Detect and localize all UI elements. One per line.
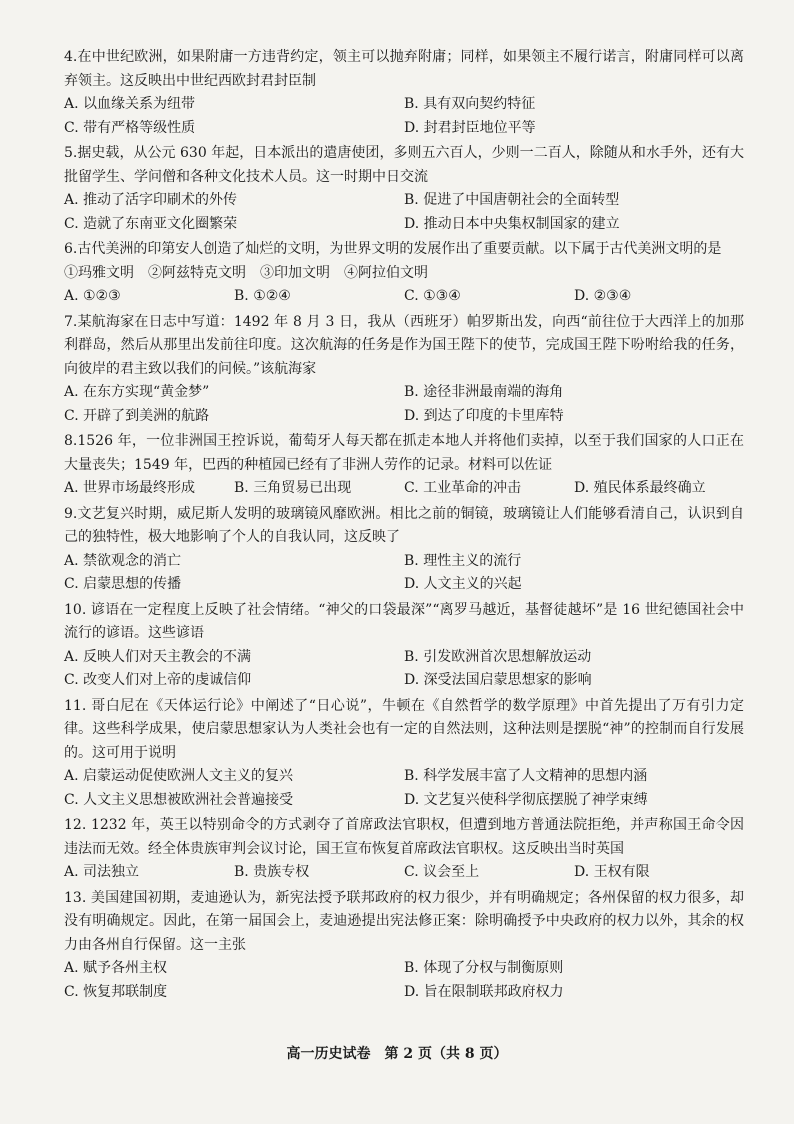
option-c: C. 改变人们对上帝的虔诚信仰 xyxy=(64,672,252,688)
option-b: B. 途径非洲最南端的海角 xyxy=(404,384,564,400)
question-block xyxy=(64,599,744,693)
option-group xyxy=(64,477,744,501)
question-stem: 9.文艺复兴时期，威尼斯人发明的玻璃镜风靡欧洲。相比之前的铜镜，玻璃镜让人们能够看清自己，认识到自己的独特性，极大地影响了个人的自我认同，这反映了 xyxy=(64,505,744,545)
option-group xyxy=(64,285,744,309)
option-d: D. 人文主义的兴起 xyxy=(404,576,522,592)
option-b: B. 理性主义的流行 xyxy=(404,552,522,569)
question-items: ①玛雅文明 ②阿兹特克文明 ③印加文明 ④阿拉伯文明 xyxy=(64,264,428,281)
option-group xyxy=(64,861,744,885)
question-block xyxy=(64,46,744,140)
option-a: A. 推动了活字印刷术的外传 xyxy=(64,192,238,208)
option-b: B. 科学发展丰富了人文精神的思想内涵 xyxy=(404,768,648,784)
option-a: A. 赋予各州主权 xyxy=(64,960,168,976)
option-d: D. 王权有限 xyxy=(574,864,650,880)
option-group xyxy=(64,93,744,140)
option-d: D. 殖民体系最终确立 xyxy=(574,480,706,496)
option-c: C. 启蒙思想的传播 xyxy=(64,576,182,592)
question-block xyxy=(64,311,744,429)
option-c: C. 恢复邦联制度 xyxy=(64,983,168,1000)
option-group xyxy=(64,189,744,236)
question-block xyxy=(64,238,744,309)
option-d: D. 深受法国启蒙思想家的影响 xyxy=(404,672,592,688)
question-block xyxy=(64,430,744,501)
option-d: D. 文艺复兴使科学彻底摆脱了神学束缚 xyxy=(404,791,648,808)
question-list xyxy=(64,46,744,1006)
question-stem: 7.某航海家在日志中写道：1492 年 8 月 3 日，我从（西班牙）帕罗斯出发，向西“前往位于大西洋上的加那利群岛，然后从那里出发前往印度。这次航海的任务是作为国王陛下的使节，完成国王陛下吩咐给我的任务，向彼岸的君主致以我们的问候。”该航海家 xyxy=(64,313,744,377)
question-stem: 10. 谚语在一定程度上反映了社会情绪。“神父的口袋最深”“离罗马越近，基督徒越坏”是 16 世纪德国社会中流行的谚语。这些谚语 xyxy=(64,601,744,641)
option-b: B. 三角贸易已出现 xyxy=(234,480,352,496)
question-stem: 13. 美国建国初期，麦迪逊认为，新宪法授予联邦政府的权力很少，并有明确规定；各州保留的权力很多，却没有明确规定。因此，在第一届国会上，麦迪逊提出宪法修正案：除明确授予中央政府的权力以外，其余的权力由各州自行保留。这一主张 xyxy=(64,889,744,953)
option-a: A. 司法独立 xyxy=(64,864,140,880)
question-stem: 12. 1232 年，英王以特别命令的方式剥夺了首席政法官职权，但遭到地方普通法院拒绝，并声称国王命令因违法而无效。经全体贵族审判会议讨论，国王宣布恢复首席政法官职权。这反映出当时英国 xyxy=(64,817,744,857)
question-stem: 8.1526 年，一位非洲国王控诉说，葡萄牙人每天都在抓走本地人并将他们卖掉，以至于我们国家的人口正在大量丧失；1549 年，巴西的种植园已经有了非洲人劳作的记录。材料可以佐证 xyxy=(64,433,744,473)
option-a: A. ①②③ xyxy=(64,288,121,304)
option-b: B. 引发欧洲首次思想解放运动 xyxy=(404,648,592,665)
page-footer: 高一历史试卷 第 2 页（共 8 页） xyxy=(286,1046,508,1062)
option-a: A. 在东方实现“黄金梦” xyxy=(64,384,210,400)
option-d: D. ②③④ xyxy=(574,288,632,304)
option-b: B. 促进了中国唐朝社会的全面转型 xyxy=(404,192,620,208)
option-b: B. 体现了分权与制衡原则 xyxy=(404,960,564,976)
option-group xyxy=(64,646,744,693)
option-c: C. 人文主义思想被欧洲社会普遍接受 xyxy=(64,791,294,808)
option-d: D. 旨在限制联邦政府权力 xyxy=(404,983,564,1000)
option-a: A. 以血缘关系为纽带 xyxy=(64,96,196,112)
option-d: D. 封君封臣地位平等 xyxy=(404,119,536,136)
option-c: C. 造就了东南亚文化圈繁荣 xyxy=(64,215,238,232)
question-stem: 11. 哥白尼在《天体运行论》中阐述了“日心说”，牛顿在《自然哲学的数学原理》中首先提出了万有引力定律。这些科学成果，使启蒙思想家认为人类社会也有一定的自然法则，这种法则是摆脱“神”的控制而自行发展的。这可用于说明 xyxy=(64,697,744,761)
option-c: C. 工业革命的冲击 xyxy=(404,480,522,496)
option-group xyxy=(64,957,744,1004)
option-d: D. 到达了印度的卡里库特 xyxy=(404,407,564,424)
question-stem: 6.古代美洲的印第安人创造了灿烂的文明，为世界文明的发展作出了重要贡献。以下属于古代美洲文明的是 xyxy=(64,241,722,257)
question-block xyxy=(64,503,744,597)
option-a: A. 反映人们对天主教会的不满 xyxy=(64,648,252,665)
option-d: D. 推动日本中央集权制国家的建立 xyxy=(404,215,620,232)
question-block xyxy=(64,695,744,813)
question-stem: 5.据史载，从公元 630 年起，日本派出的遣唐使团，多则五六百人，少则一二百人，除随从和水手外，还有大批留学生、学问僧和各种文化技术人员。这一时期中日交流 xyxy=(64,145,744,185)
option-c: C. ①③④ xyxy=(404,288,461,304)
option-c: C. 议会至上 xyxy=(404,864,480,880)
option-b: B. 贵族专权 xyxy=(234,864,310,880)
option-group xyxy=(64,765,744,812)
option-a: A. 启蒙运动促使欧洲人文主义的复兴 xyxy=(64,768,294,784)
option-b: B. 具有双向契约特征 xyxy=(404,96,536,112)
option-c: C. 开辟了到美洲的航路 xyxy=(64,407,210,424)
option-a: A. 禁欲观念的消亡 xyxy=(64,552,182,569)
question-stem: 4.在中世纪欧洲，如果附庸一方违背约定，领主可以抛弃附庸；同样，如果领主不履行诺言，附庸同样可以离弃领主。这反映出中世纪西欧封君封臣制 xyxy=(64,49,744,89)
option-a: A. 世界市场最终形成 xyxy=(64,480,196,496)
question-block xyxy=(64,887,744,1005)
option-c: C. 带有严格等级性质 xyxy=(64,119,196,136)
option-b: B. ①②④ xyxy=(234,288,291,304)
option-group xyxy=(64,550,744,597)
question-block xyxy=(64,142,744,236)
question-block xyxy=(64,814,744,885)
option-group xyxy=(64,381,744,428)
